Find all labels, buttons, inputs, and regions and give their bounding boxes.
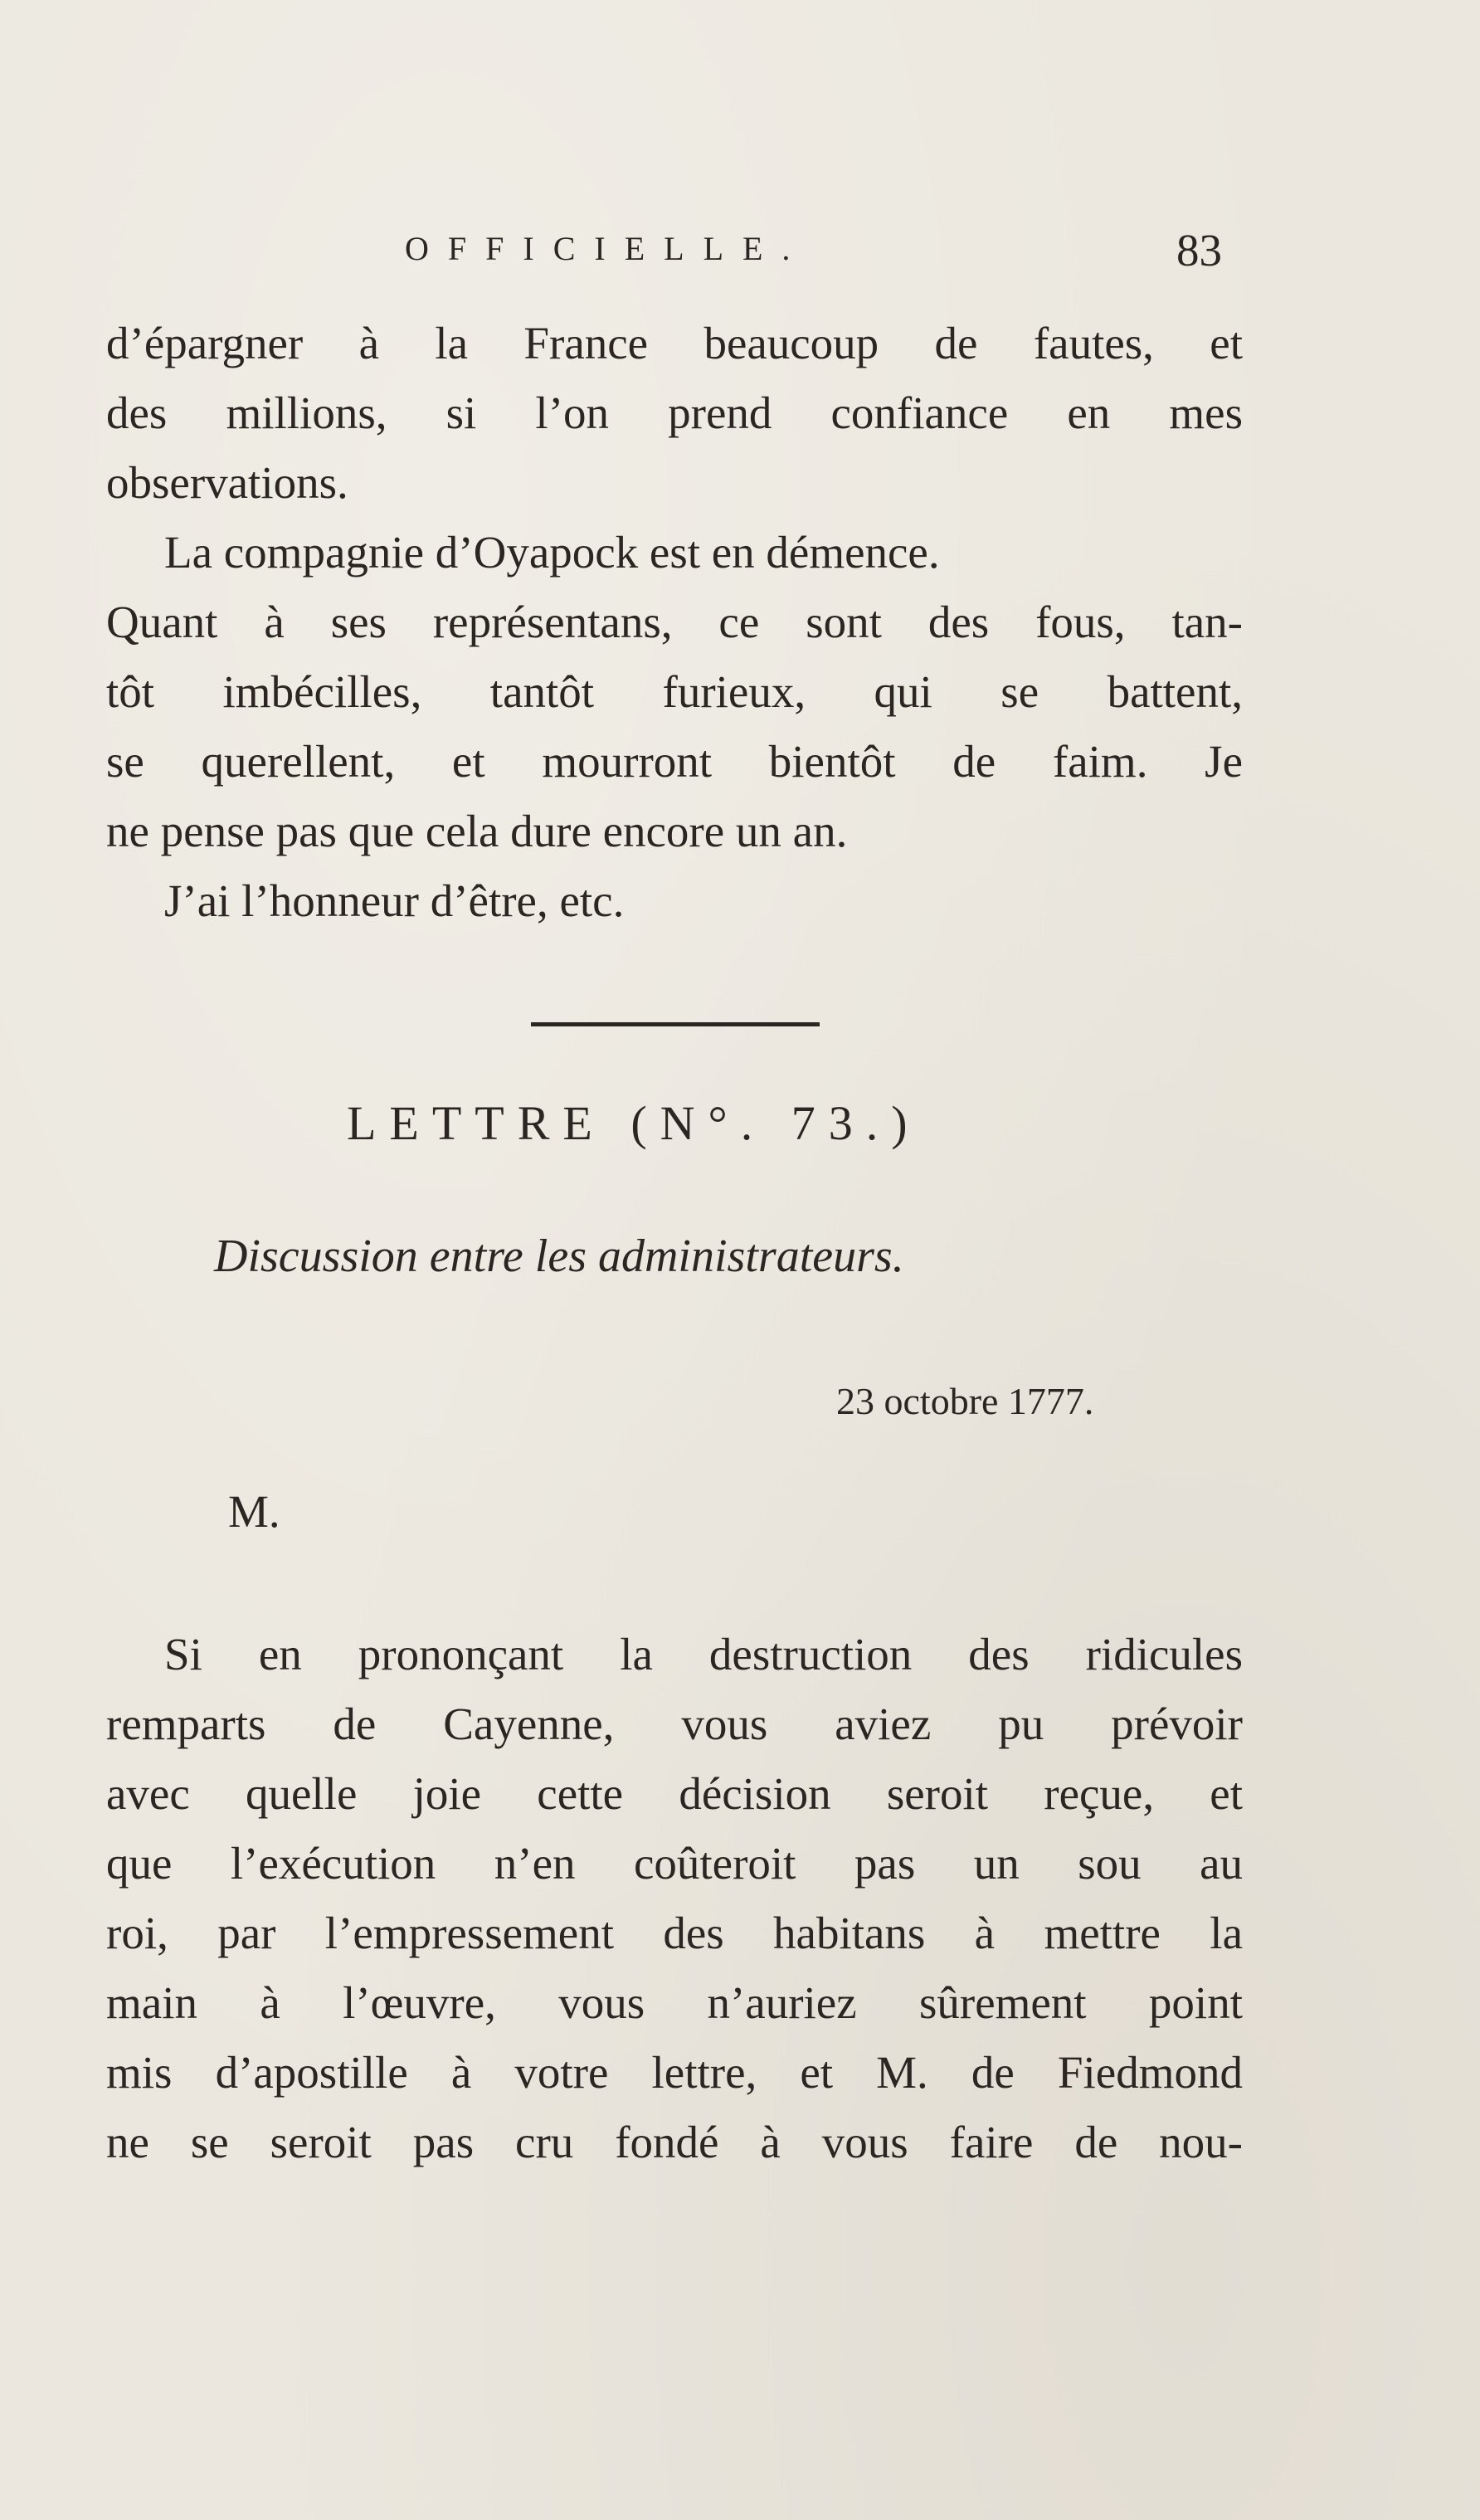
- page-number: 83: [1176, 225, 1222, 275]
- text-line: La compagnie d’Oyapock est en démence.: [164, 527, 940, 578]
- text-line: Quant à ses représentans, ce sont des fous, tan-: [106, 597, 1243, 647]
- text-line: mis d’apostille à votre lettre, et M. de Fiedmond: [106, 2047, 1243, 2098]
- text-line: d’épargner à la France beaucoup de fautes, et: [106, 318, 1243, 368]
- text-line: avec quelle joie cette décision seroit reçue, et: [106, 1768, 1243, 1819]
- text-line: remparts de Cayenne, vous aviez pu prévoir: [106, 1699, 1243, 1749]
- running-head: OFFICIELLE.: [405, 230, 810, 267]
- text-line: se querellent, et mourront bientôt de faim. Je: [106, 736, 1243, 787]
- letter-subtitle: Discussion entre les administrateurs.: [214, 1231, 904, 1282]
- text-line: ne pense pas que cela dure encore un an.: [106, 806, 848, 856]
- text-line: tôt imbécilles, tantôt furieux, qui se battent,: [106, 666, 1243, 717]
- text-line: main à l’œuvre, vous n’auriez sûrement point: [106, 1977, 1243, 2028]
- text-line: roi, par l’empressement des habitans à mettre la: [106, 1908, 1243, 1958]
- letter-date: 23 octobre 1777.: [836, 1380, 1094, 1422]
- text-line: que l’exécution n’en coûteroit pas un sou au: [106, 1838, 1243, 1889]
- text-line: observations.: [106, 457, 348, 508]
- text-line: des millions, si l’on prend confiance en mes: [106, 388, 1243, 438]
- letter-title: LETTRE (N°. 73.): [347, 1096, 921, 1150]
- salutation: M.: [228, 1486, 280, 1537]
- section-divider: [531, 1022, 820, 1026]
- text-line: Si en prononçant la destruction des ridicules: [164, 1629, 1243, 1679]
- text-line: ne se seroit pas cru fondé à vous faire de nou-: [106, 2117, 1243, 2167]
- closing-line: J’ai l’honneur d’être, etc.: [164, 875, 625, 926]
